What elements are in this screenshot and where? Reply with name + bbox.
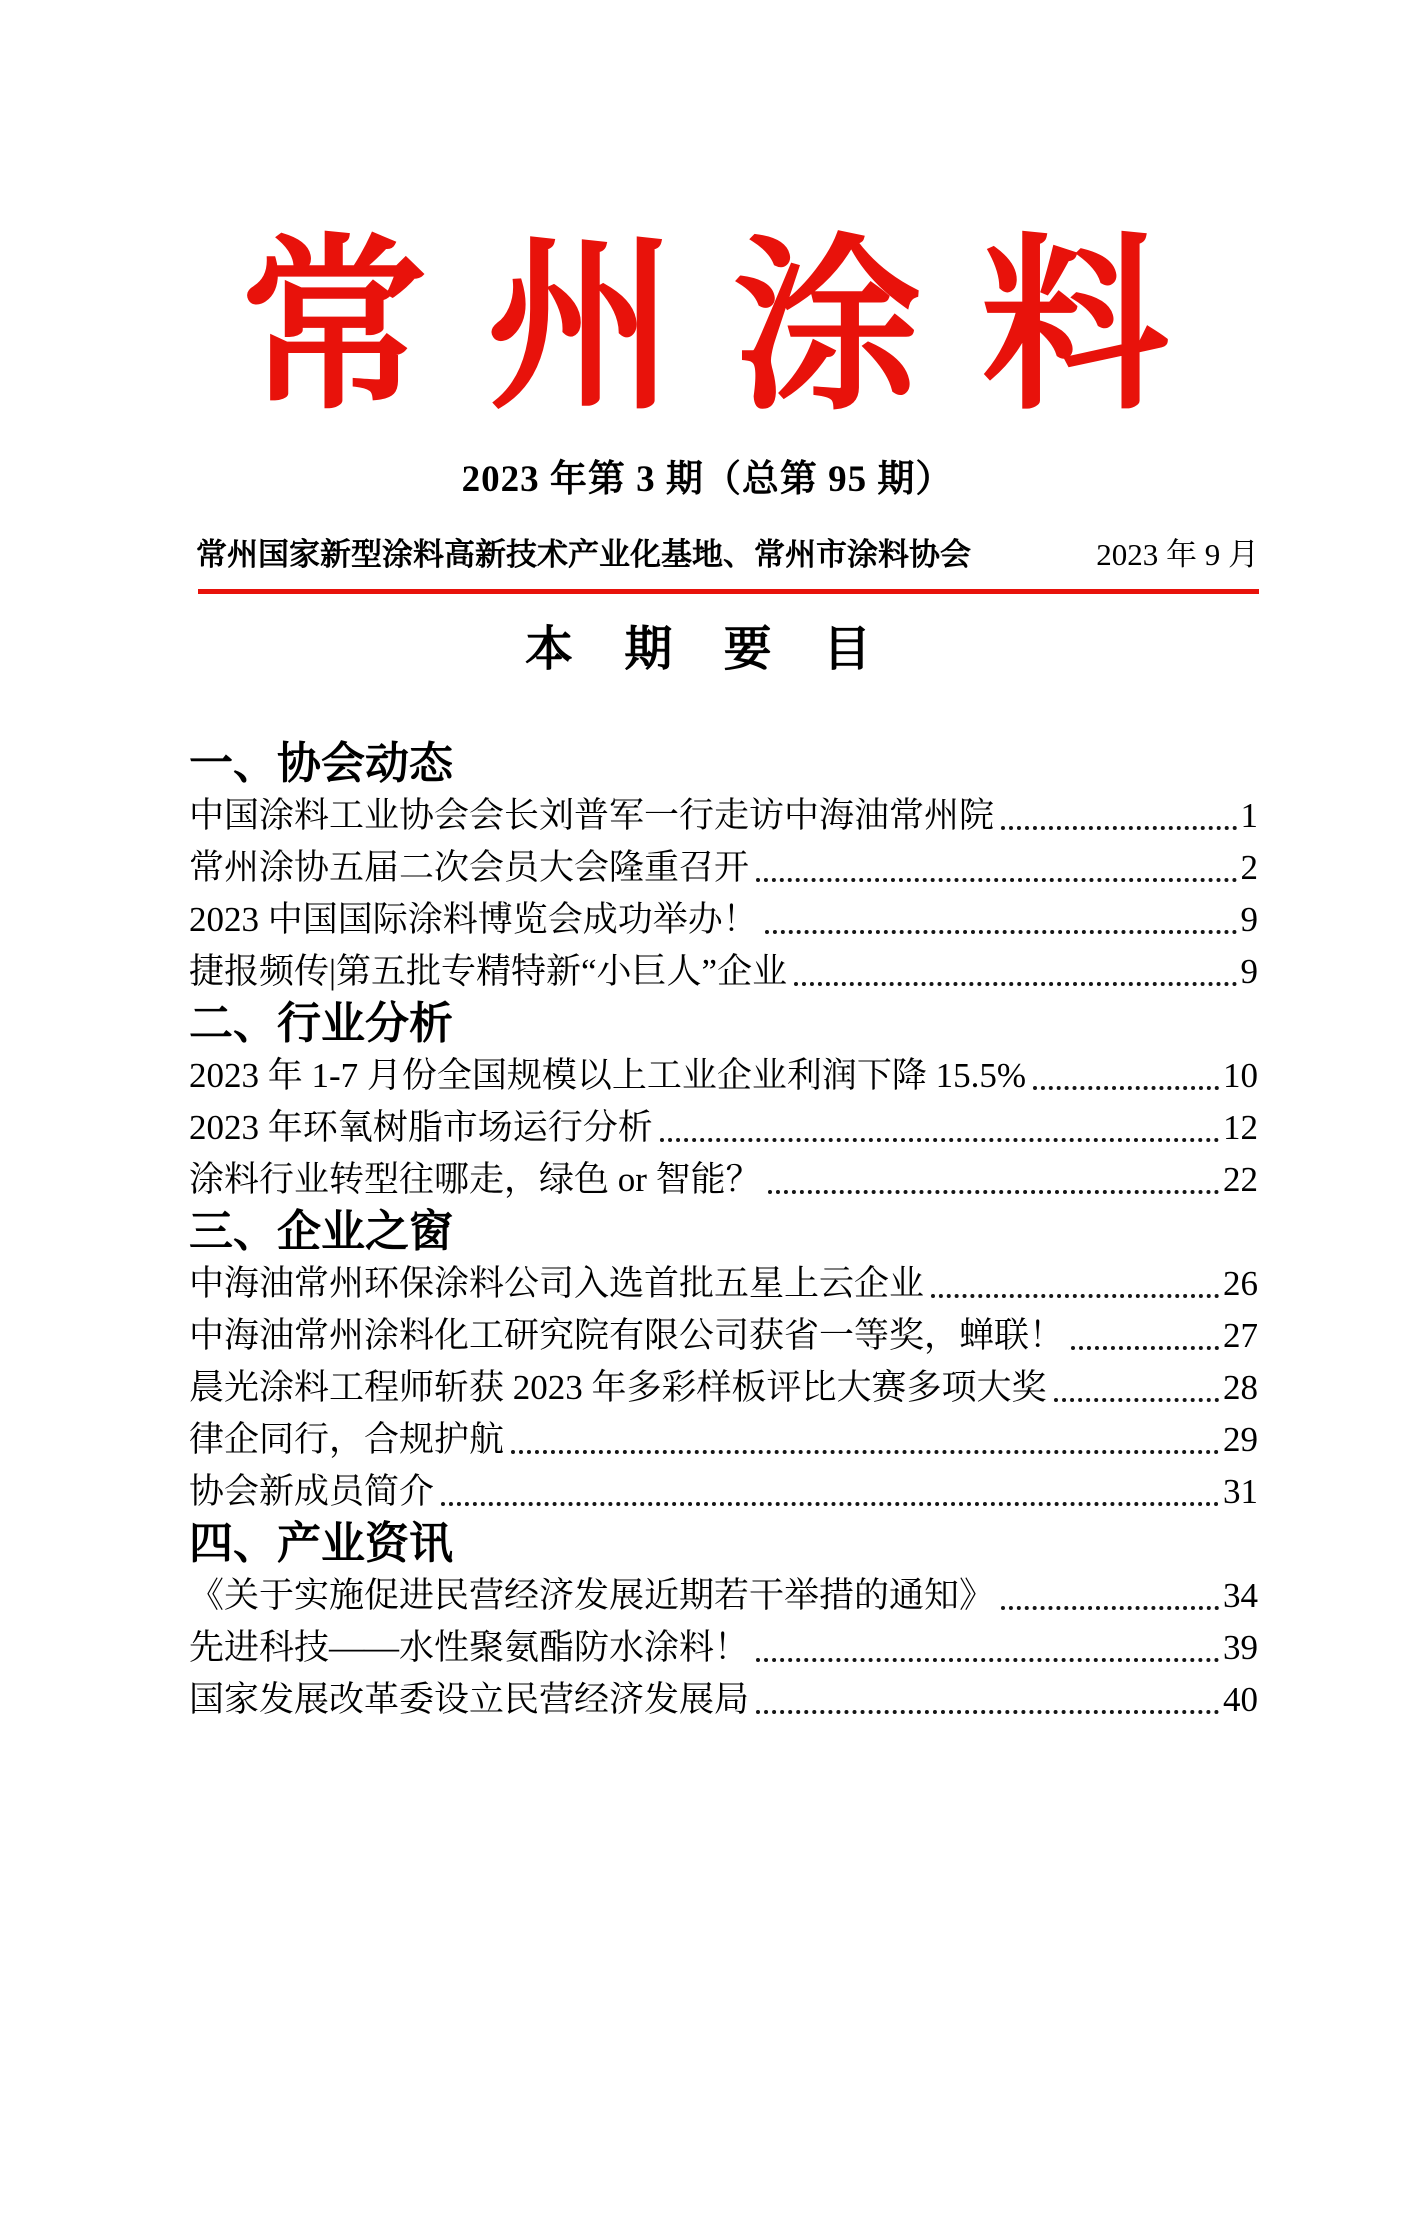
toc-row bbox=[189, 1674, 1258, 1726]
toc-page-number: 2 bbox=[1240, 847, 1258, 887]
toc-dot-leader bbox=[441, 1502, 1219, 1506]
toc-dot-leader bbox=[1071, 1346, 1219, 1350]
toc-dot-leader bbox=[660, 1138, 1219, 1142]
toc-page-number: 9 bbox=[1240, 899, 1258, 939]
toc-page-number: 1 bbox=[1240, 795, 1258, 835]
toc-row bbox=[189, 1570, 1258, 1622]
toc-row bbox=[189, 1362, 1258, 1414]
toc-item-title: 中国涂料工业协会会长刘普军一行走访中海油常州院 bbox=[189, 795, 995, 835]
publisher-name: 常州国家新型涂料高新技术产业化基地、常州市涂料协会 bbox=[196, 537, 971, 573]
issue-date: 2023 年 9 月 bbox=[1096, 537, 1259, 573]
toc-page-number: 40 bbox=[1223, 1679, 1258, 1719]
publisher-row bbox=[196, 536, 1259, 575]
toc-dot-leader bbox=[1054, 1398, 1219, 1402]
toc-dot-leader bbox=[765, 930, 1237, 934]
toc-item-title: 《关于实施促进民营经济发展近期若干举措的通知》 bbox=[189, 1575, 995, 1615]
toc-dot-leader bbox=[756, 1658, 1219, 1662]
toc-dot-leader bbox=[756, 1710, 1219, 1714]
toc-row bbox=[189, 946, 1258, 998]
toc-item-title: 涂料行业转型往哪走，绿色 or 智能？ bbox=[189, 1159, 761, 1199]
toc-section-heading: 三、企业之窗 bbox=[189, 1206, 453, 1256]
toc-page-number: 27 bbox=[1223, 1315, 1258, 1355]
toc-item-title: 2023 年 1-7 月份全国规模以上工业企业利润下降 15.5% bbox=[189, 1055, 1027, 1095]
toc-row bbox=[189, 1310, 1258, 1362]
toc-row bbox=[189, 1466, 1258, 1518]
toc-row bbox=[189, 1154, 1258, 1206]
toc-section-heading: 四、产业资讯 bbox=[189, 1518, 453, 1568]
toc-page-number: 9 bbox=[1240, 951, 1258, 991]
toc-row bbox=[189, 1050, 1258, 1102]
red-divider-rule bbox=[198, 589, 1259, 594]
toc-dot-leader bbox=[794, 982, 1236, 986]
toc-item-title: 中海油常州涂料化工研究院有限公司获省一等奖，蝉联！ bbox=[189, 1315, 1065, 1355]
toc-page-number: 39 bbox=[1223, 1627, 1258, 1667]
toc-page-number: 26 bbox=[1223, 1263, 1258, 1303]
toc-page-number: 29 bbox=[1223, 1419, 1258, 1459]
toc-row bbox=[189, 1102, 1258, 1154]
toc-row bbox=[189, 894, 1258, 946]
toc-item-title: 2023 中国国际涂料博览会成功举办！ bbox=[189, 899, 758, 939]
toc-title: 本 期 要 目 bbox=[524, 622, 890, 676]
toc-section-heading: 二、行业分析 bbox=[189, 998, 453, 1048]
issue-number-line: 2023 年第 3 期（总第 95 期） bbox=[461, 458, 954, 500]
toc-page-number: 28 bbox=[1223, 1367, 1258, 1407]
toc-dot-leader bbox=[511, 1450, 1219, 1454]
toc-item-title: 捷报频传|第五批专精特新“小巨人”企业 bbox=[189, 951, 788, 991]
toc-section-heading: 一、协会动态 bbox=[189, 738, 453, 788]
toc-dot-leader bbox=[756, 878, 1236, 882]
toc-row bbox=[189, 1622, 1258, 1674]
toc-item-title: 晨光涂料工程师斩获 2023 年多彩样板评比大赛多项大奖 bbox=[189, 1367, 1047, 1407]
document-page bbox=[0, 223, 1415, 2232]
toc-row bbox=[189, 1258, 1258, 1310]
toc-dot-leader bbox=[1001, 826, 1236, 830]
toc-row bbox=[189, 1414, 1258, 1466]
toc-item-title: 国家发展改革委设立民营经济发展局 bbox=[189, 1679, 750, 1719]
toc-page-number: 10 bbox=[1223, 1055, 1258, 1095]
toc-item-title: 2023 年环氧树脂市场运行分析 bbox=[189, 1107, 653, 1147]
toc-dot-leader bbox=[768, 1190, 1219, 1194]
toc-item-title: 先进科技——水性聚氨酯防水涂料！ bbox=[189, 1627, 750, 1667]
toc-item-title: 律企同行，合规护航 bbox=[189, 1419, 505, 1459]
toc-page-number: 12 bbox=[1223, 1107, 1258, 1147]
toc-page-number: 34 bbox=[1223, 1575, 1258, 1615]
toc-dot-leader bbox=[1001, 1606, 1219, 1610]
toc-dot-leader bbox=[1033, 1086, 1219, 1090]
toc-item-title: 常州涂协五届二次会员大会隆重召开 bbox=[189, 847, 750, 887]
toc-dot-leader bbox=[931, 1294, 1219, 1298]
toc-row bbox=[189, 842, 1258, 894]
toc-row bbox=[189, 790, 1258, 842]
toc-page-number: 22 bbox=[1223, 1159, 1258, 1199]
toc-item-title: 协会新成员简介 bbox=[189, 1471, 435, 1511]
toc-item-title: 中海油常州环保涂料公司入选首批五星上云企业 bbox=[189, 1263, 925, 1303]
toc bbox=[189, 738, 1258, 1726]
toc-page-number: 31 bbox=[1223, 1471, 1258, 1511]
masthead-title: 常 州 涂 料 bbox=[240, 223, 1175, 432]
